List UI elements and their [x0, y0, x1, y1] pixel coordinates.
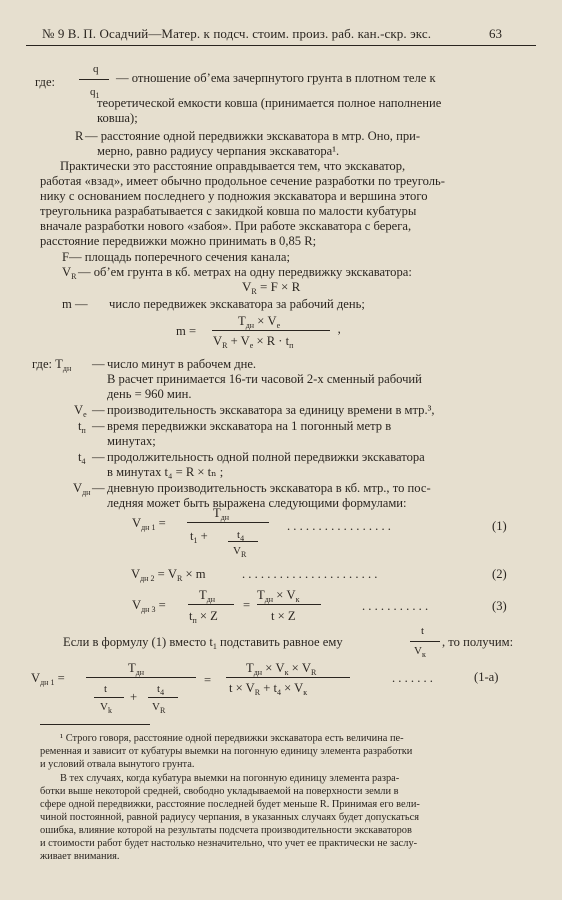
def-tp-dash: — [92, 419, 105, 433]
eq3-den2: t × Z [271, 609, 296, 623]
sentence-frac-den: $V_к$ [414, 645, 426, 659]
def-vdn-line2: ледняя может быть выражена следующими формулами: [107, 496, 407, 510]
def-m-text: число передвижек экскаватора за рабочий день; [109, 297, 365, 311]
def-vdn-line1: дневную производительность экскаватора в кб. мтр., то пос- [107, 481, 431, 495]
def-ve-text: производительность экскаватора за единицу времени в мтр.³, [107, 403, 435, 417]
def-m-symbol: m — [62, 297, 88, 311]
footnote-line: ботки выше некоторой средней, свободно укладываемой на поверхности земли в [40, 786, 399, 797]
eq3-dots: . . . . . . . . . . . [362, 599, 429, 613]
formula-m-bar [212, 330, 330, 331]
para-line: вначале разработки нового «забоя». При работе экскаватора с берега, [40, 219, 412, 233]
def-r-symbol: R [75, 129, 84, 143]
footnote-line: ¹ Строго говоря, расстояние одной передвижки экскаватора есть величина пе- [60, 733, 404, 744]
eq1a-lhs: $V_{дн 1}$ = [31, 671, 65, 687]
def-vr-symbol: $V_R$ [62, 265, 77, 281]
eq1-bar [187, 522, 269, 523]
eq1-label: (1) [492, 519, 507, 533]
def-tdn-line2: В расчет принимается 16-ти часовой 2-х сменный рабочий [107, 372, 422, 386]
def-ve-symbol: $V_e$ [74, 403, 87, 419]
eq1-den-b-num: $t_4$ [237, 529, 245, 543]
def-t4-dash: — [92, 450, 105, 464]
footnote-line: и стоимости работ будет настолько незначительно, что учет ее практически не заслу- [40, 838, 418, 849]
eq3-num2: $T_{дн} \times V_к$ [257, 588, 300, 604]
footnote-line: ременная и зависит от кубатуры выемки на погонную единицу элемента разработки [40, 746, 413, 757]
ratio-numerator: q [93, 63, 99, 75]
eq1a-den-b-num: $t_4$ [157, 683, 165, 697]
footnote-line: В тех случаях, когда кубатура выемки на погонную единицу элемента разра- [60, 773, 400, 784]
eq3-label: (3) [492, 599, 507, 613]
formula-m-num: $T_{дн} \times V_e$ [238, 314, 281, 330]
def-k-line3: ковша); [97, 111, 138, 125]
eq3-lhs: $V_{дн 3}$ = [132, 598, 166, 614]
def-vr-text: — об’ем грунта в кб. метрах на одну передвижку экскаватора: [78, 265, 412, 279]
def-tdn-line1: число минут в рабочем дне. [107, 357, 257, 371]
eq2-formula: $V_{дн 2} = V_R \times m$ [131, 567, 206, 583]
footnote-line: живает внимания. [40, 851, 120, 862]
def-tp-line2: минутах; [107, 434, 156, 448]
eq1a-bar1 [86, 677, 196, 678]
footnote-line: и условий отвала вынутого грунта. [40, 759, 195, 770]
sentence-frac-bar [410, 641, 440, 642]
def-lead: где: [35, 75, 56, 89]
def-tp-symbol: $t_п$ [78, 419, 86, 435]
footnote-line: ошибка, влияние которой на результаты подсчета производительности экскаваторов [40, 825, 412, 836]
def-t4-line2: в минутах t₄ = R × tₙ ; [107, 465, 224, 479]
ratio-denominator: $q_1$ [90, 86, 100, 100]
sentence-frac-num: t [421, 625, 425, 637]
eq1a-den-a-num: t [104, 683, 108, 695]
formula-m-tail: ’ [337, 329, 342, 343]
formula-m-lhs: m = [176, 324, 197, 338]
eq1a-den-b-bar [148, 697, 178, 698]
def-r-line1: — расстояние одной передвижки экскаватора в мтр. Оно, при- [85, 129, 421, 143]
def-k-line2: теоретической емкости ковша (принимается полное наполнение [97, 96, 442, 110]
eq1a-den2: $t \times V_R + t_4 \times V_к$ [229, 681, 308, 697]
eq3-num1: $T_{дн}$ [199, 588, 216, 604]
def-vdn-symbol: $V_{дн}$ [73, 481, 91, 497]
def-r-line2: мерно, равно радиусу черпания экскаватора¹. [97, 144, 340, 158]
eq1a-num2: $T_{дн} \times V_к \times V_R$ [246, 661, 317, 677]
eq1a-label: (1-а) [474, 670, 499, 684]
footnote-line: сфере одной передвижки, расстояние последней будет меньше R. Принимая его вели- [40, 799, 420, 810]
def-tp-line1: время передвижки экскаватора на 1 погонный метр в [107, 419, 392, 433]
eq1-den-b-bar [228, 541, 258, 542]
eq2-dots: . . . . . . . . . . . . . . . . . . . . . . [242, 567, 378, 581]
running-header: № 9 В. П. Осадчий—Матер. к подсч. стоим. произ. раб. кан.-скр. экс. [42, 26, 432, 41]
def-ve-dash: — [92, 403, 105, 417]
sentence-text1: Если в формулу (1) вместо $t_1$ подставить равное ему [63, 635, 343, 651]
eq1a-eq: = [204, 673, 212, 687]
eq1-den-b-den: $V_R$ [233, 545, 247, 559]
def-k-line1: — отношение об’ема зачерпнутого грунта в плотном теле к [116, 71, 436, 85]
eq1-lhs: $V_{дн 1}$ = [132, 516, 166, 532]
def-tdn-dash: — [92, 357, 105, 371]
para-line: Практически это расстояние оправдывается тем, что экскаватор, [60, 159, 406, 173]
formula-m-den: $V_R + V_e \times R \cdot t_п$ [213, 334, 294, 350]
para-line: работая «взад», имеет обычно продольное сечение разработки по треуголь- [40, 174, 445, 188]
para-line: нику с основанием последнего у подножия экскаватора и вершина этого [40, 189, 428, 203]
def-t4-symbol: $t_4$ [78, 450, 86, 466]
eq1a-den-b-den: $V_R$ [152, 701, 166, 715]
def-f: F— площадь поперечного сечения канала; [62, 250, 290, 264]
eq3-eq: = [243, 598, 251, 612]
sentence-text2: , то получим: [442, 635, 514, 649]
header-rule [26, 45, 536, 46]
formula-vr: $V_R = F \times R$ [242, 279, 301, 296]
eq1-dots: . . . . . . . . . . . . . . . . . [287, 519, 391, 533]
footnote-rule [40, 724, 150, 725]
eq3-bar2 [257, 604, 321, 605]
def-tdn-lead: где: $T_{дн}$ [32, 357, 72, 373]
eq1a-bar2 [226, 677, 350, 678]
footnote-line: чиной постоянной, равной радиусу черпания, в указанных случаях будет допускаться [40, 812, 420, 823]
def-t4-line1: продолжительность одной полной передвижки экскаватора [107, 450, 425, 464]
eq1a-dots: . . . . . . . [392, 671, 433, 685]
def-vdn-dash: — [92, 481, 105, 495]
eq1-num: $T_{дн}$ [213, 506, 230, 522]
eq3-bar1 [188, 604, 234, 605]
eq1a-den-a-den: $V_k$ [100, 701, 112, 715]
page-number: 63 [489, 26, 502, 41]
para-line: расстояние передвижки можно принимать в 0,85 R; [40, 234, 317, 248]
ratio-bar [79, 79, 109, 80]
eq1a-num1: $T_{дн}$ [128, 661, 145, 677]
eq1a-plus: + [130, 690, 138, 704]
eq1-den-a: $t_1$ + [190, 529, 208, 545]
para-line: треугольника разрабатывается с закидкой ковша по малости кубатуры [40, 204, 417, 218]
eq2-label: (2) [492, 567, 507, 581]
eq1a-den-a-bar [94, 697, 124, 698]
eq3-den1: $t_п \times Z$ [189, 609, 218, 625]
def-tdn-line3: день = 960 мин. [107, 387, 192, 401]
